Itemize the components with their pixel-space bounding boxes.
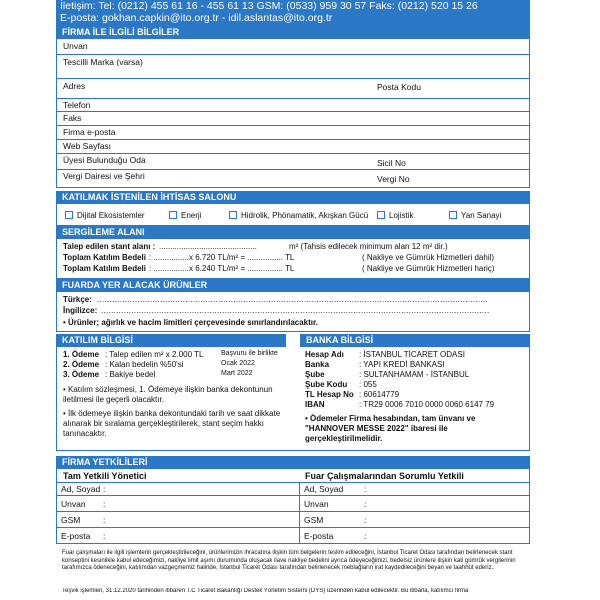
- label-right-gsm: GSM: [304, 515, 324, 525]
- bedel-haric-note: ( Nakliye ve Gümrük Hizmetleri hariç): [362, 264, 495, 273]
- colon: :: [103, 499, 106, 509]
- label-right-ad: Ad, Soyad: [304, 484, 344, 494]
- stant-alani-note: m² (Tahsis edilecek minimum alan 12 m² dir.): [289, 242, 448, 251]
- katilim-note-2: • İlk ödemeye ilişkin banka dekontundaki tarih ve saat dikkate alınarak bir sıralama gerçekleştirilerek, stant seçim hakkı tanınacaktır.: [63, 409, 281, 438]
- checkbox-icon[interactable]: [169, 211, 177, 219]
- option-lojistik[interactable]: [377, 211, 413, 220]
- left-ad-soyad[interactable]: [56, 483, 300, 496]
- odeme-2-desc: : Kalan bedelin %50'si: [105, 360, 184, 369]
- contact-line-1: İletişim: Tel: (0212) 455 61 16 - 455 61 13 GSM: (0533) 959 30 57 Faks: (0212) 520 15 26: [60, 0, 478, 12]
- application-form: [56, 0, 530, 600]
- katilim-note-1: • Katılım sözleşmesi, 1. Ödemeye ilişkin banka dekontunun iletilmesi ile geçerli olacaktır.: [63, 385, 273, 404]
- right-eposta[interactable]: [300, 528, 530, 544]
- footer-tesvik: Teşvik işlemleri, 31.12.2020 tarihinden itibaren T.C Ticaret Bakanlığı Destek Yönetim Sistemi (DYS) üzerinden kabul edilecektir. Bu itibarla, katılımcı firma: [62, 588, 469, 594]
- stant-alani-label: Talep edilen stant alanı :: [63, 242, 156, 251]
- label-vergi-no: Vergi No: [377, 174, 410, 184]
- option-enerji[interactable]: [169, 211, 201, 220]
- bedel-dahil-calc[interactable]: : ................x 6.720 TL/m² = ................ TL: [149, 253, 295, 262]
- yetkili-right-title: Fuar Çalışmalarından Sorumlu Yetkili: [305, 471, 464, 481]
- label-unvan: Unvan: [63, 41, 88, 51]
- banka-key-hesap-adi: Hesap Adı: [305, 350, 344, 359]
- label-adres: Adres: [63, 81, 86, 91]
- option-label: Lojistik: [389, 211, 414, 220]
- odeme-3-desc: : Bakiye bedel: [105, 370, 156, 379]
- turkce-label: Türkçe:: [63, 295, 92, 304]
- banka-val-hesap-adi: : İSTANBUL TİCARET ODASI: [359, 350, 465, 359]
- label-sicil-no: Sicil No: [377, 158, 406, 168]
- option-label: Dijital Ekosistemler: [77, 211, 145, 220]
- label-right-unvan: Unvan: [304, 499, 329, 509]
- option-label: Enerji: [181, 211, 202, 220]
- sergileme-box: [56, 239, 530, 279]
- checkbox-icon[interactable]: [229, 211, 237, 219]
- yetkili-headers: [56, 469, 530, 483]
- label-left-ad: Ad, Soyad: [61, 484, 101, 494]
- colon: :: [103, 515, 106, 525]
- label-firma-eposta: Firma e-posta: [63, 127, 116, 137]
- section-title-ihtisas: KATILMAK İSTENİLEN İHTİSAS SALONU: [56, 191, 530, 204]
- field-uyesi-oda[interactable]: [56, 154, 530, 170]
- colon: :: [103, 484, 106, 494]
- banka-val-tl-hesap: : 60614779: [359, 390, 400, 399]
- option-hidrolik[interactable]: [229, 211, 368, 220]
- label-faks: Faks: [63, 113, 82, 123]
- ingilizce-input[interactable]: ..........................................................................................................................................................: [101, 306, 490, 315]
- left-eposta[interactable]: [56, 528, 300, 544]
- field-firma-eposta[interactable]: [56, 126, 530, 140]
- contact-header: [56, 0, 530, 26]
- bedel-haric-calc[interactable]: : ................x 6.240 TL/m² = ................ TL: [149, 264, 295, 273]
- label-telefon: Telefon: [63, 100, 91, 110]
- checkbox-icon[interactable]: [449, 211, 457, 219]
- label-right-eposta: E-posta: [304, 531, 334, 541]
- left-unvan[interactable]: [56, 496, 300, 512]
- odeme-3-date: Mart 2022: [221, 370, 253, 377]
- option-label: Hidrolik, Phönamatik, Akışkan Gücü: [241, 211, 369, 220]
- odeme-2-no: 2. Ödeme: [63, 360, 100, 369]
- banka-note: • Ödemeler Firma hesabından, tam ünvanı ve "HANNOVER MESSE 2022" ibaresi ile gerçekleştirilmelidir.: [305, 414, 476, 443]
- left-gsm[interactable]: [56, 512, 300, 528]
- odeme-1-desc: : Talep edilen m² x 2.000 TL: [105, 350, 204, 359]
- section-title-katilim: KATILIM BİLGİSİ: [56, 334, 286, 347]
- field-telefon[interactable]: [56, 98, 530, 112]
- label-posta-kodu: Posta Kodu: [377, 82, 421, 92]
- colon: :: [103, 531, 106, 541]
- label-web-sayfasi: Web Sayfası: [63, 141, 112, 151]
- right-ad-soyad[interactable]: [300, 483, 530, 496]
- option-yan-sanayi[interactable]: [449, 211, 501, 220]
- footer-commitment: Fuar çalışmaları ile ilgili işlemlerin gerçekleştirileceğini, ürünlerimizin ihracatına ilişkin tüm belgelerin teslim edileceğini, İstanbul Ticaret Odası tarafından belirlenecek stant konseptini kesinlikle kabul edeceğimizi, nakliye limit aşımı durumunda oluşacak ilave nakliye bedelini ayrıca ödeyeceğimizi, bedelsiz ürünlere ilişkin kati gümrük vergilerinin tarafımızca ödeneceğini, katılımdan vazgeçmemiz halinde, İstanbul Ticaret Odası tarafından belirlenecek meblağların irat kaydedileceğini beyan ve taahhüt ederiz.: [62, 550, 516, 571]
- option-label: Yan Sanayi: [461, 211, 502, 220]
- stant-alani-dots[interactable]: ............................................: [159, 242, 257, 251]
- label-left-unvan: Unvan: [61, 499, 86, 509]
- banka-val-sube: : SULTANHAMAM - İSTANBUL: [359, 370, 470, 379]
- section-title-yetkililer: FİRMA YETKİLİLERİ: [56, 456, 530, 469]
- bedel-haric-label: Toplam Katılım Bedeli: [63, 264, 146, 273]
- label-uyesi-oda: Üyesi Bulunduğu Oda: [63, 155, 146, 165]
- odeme-2-date: Ocak 2022: [221, 360, 255, 367]
- field-web-sayfasi[interactable]: [56, 140, 530, 154]
- bedel-dahil-label: Toplam Katılım Bedeli: [63, 253, 146, 262]
- adres-continuation: [56, 84, 530, 98]
- banka-key-banka: Banka: [305, 360, 330, 369]
- right-gsm[interactable]: [300, 512, 530, 528]
- checkbox-icon[interactable]: [377, 211, 385, 219]
- bedel-dahil-note: ( Nakliye ve Gümrük Hizmetleri dahil): [362, 253, 495, 262]
- banka-val-iban: : TR29 0006 7010 0000 0060 6147 79: [359, 400, 495, 409]
- label-vergi-dairesi: Vergi Dairesi ve Şehri: [63, 171, 145, 181]
- banka-key-tl-hesap: TL Hesap No: [305, 390, 354, 399]
- odeme-1-date: Başvuru ile birlikte: [221, 350, 278, 357]
- section-title-urunler: FUARDA YER ALACAK ÜRÜNLER: [56, 279, 530, 292]
- urunler-box: [56, 292, 530, 332]
- katilim-banka-box: [56, 347, 530, 451]
- checkbox-icon[interactable]: [65, 211, 73, 219]
- banka-key-iban: IBAN: [305, 400, 325, 409]
- section-title-sergileme: SERGİLEME ALANI: [56, 226, 530, 239]
- option-dijital[interactable]: [65, 211, 145, 220]
- contact-line-2: E-posta: gokhan.capkin@ito.org.tr - idil.aslantas@ito.org.tr: [60, 12, 333, 24]
- banka-val-sube-kodu: : 055: [359, 380, 377, 389]
- yetkili-left-title: Tam Yetkili Yönetici: [63, 471, 147, 481]
- section-title-firma: FİRMA İLE İLGİLİ BİLGİLER: [56, 26, 530, 39]
- odeme-3-no: 3. Ödeme: [63, 370, 100, 379]
- odeme-1-no: 1. Ödeme: [63, 350, 100, 359]
- colon: :: [364, 484, 367, 494]
- section-title-banka: BANKA BİLGİSİ: [300, 334, 530, 347]
- field-tescilli-marka[interactable]: [56, 55, 530, 79]
- colon: :: [364, 515, 367, 525]
- field-unvan[interactable]: [56, 39, 530, 55]
- label-tescilli-marka: Tescilli Marka (varsa): [63, 57, 143, 67]
- label-left-eposta: E-posta: [61, 531, 91, 541]
- label-left-gsm: GSM: [61, 515, 81, 525]
- ingilizce-label: İngilizce:: [63, 306, 98, 315]
- colon: :: [364, 531, 367, 541]
- field-vergi-dairesi[interactable]: [56, 170, 530, 188]
- banka-val-banka: : YAPI KREDİ BANKASI: [359, 360, 445, 369]
- field-faks[interactable]: [56, 112, 530, 126]
- banka-key-sube-kodu: Şube Kodu: [305, 380, 348, 389]
- right-unvan[interactable]: [300, 496, 530, 512]
- urunler-note: • Ürünler; ağırlık ve hacim limitleri çerçevesinde sınırlandırılacaktır.: [63, 318, 318, 327]
- turkce-input[interactable]: ...........................................................................................................................................................: [97, 295, 489, 304]
- banka-key-sube: Şube: [305, 370, 325, 379]
- ihtisas-options: [56, 204, 530, 226]
- colon: :: [364, 499, 367, 509]
